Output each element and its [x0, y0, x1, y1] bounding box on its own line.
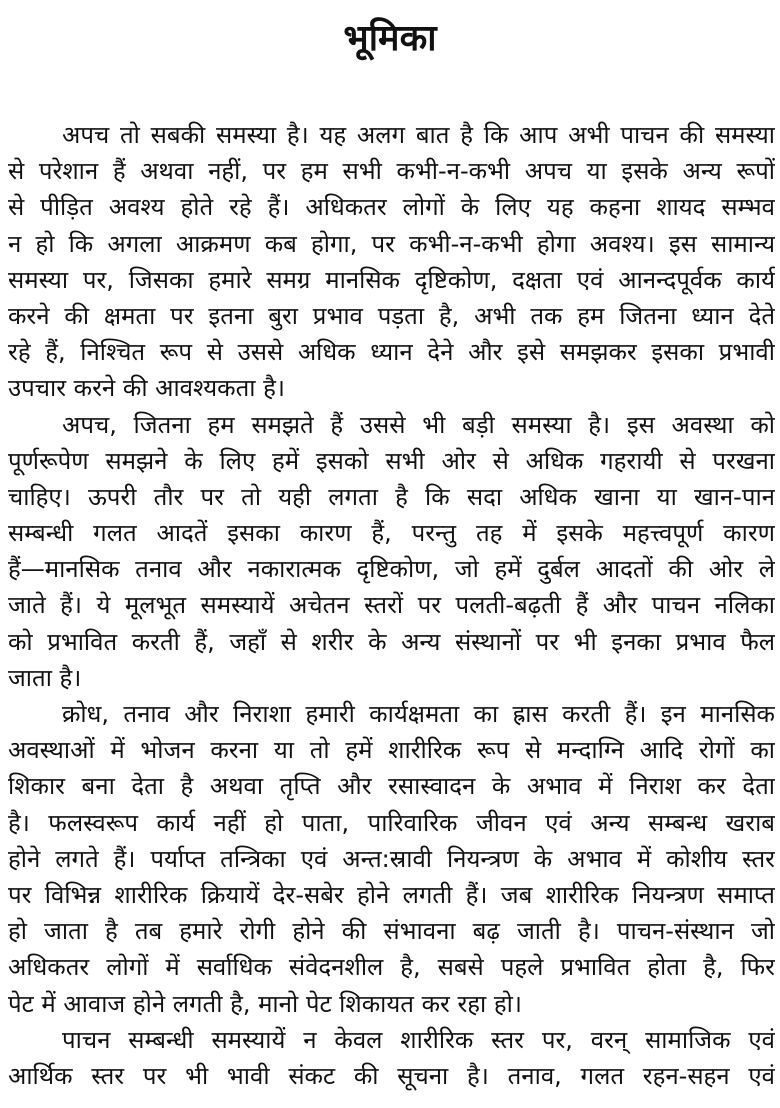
text-line: जाता है। — [8, 663, 82, 692]
text-line: क्रोध, तनाव और निराशा हमारी कार्यक्षमता का ह्रास करती हैं। इन मानसिक — [62, 700, 775, 728]
body-text — [8, 117, 775, 1094]
text-line: से पीड़ित अवश्य होते रहे हैं। अधिकतर लोगों के लिए यह कहना शायद सम्भव — [8, 193, 775, 222]
paragraph — [8, 696, 775, 1022]
text-line: न हो कि अगला आक्रमण कब होगा, पर कभी-न-कभी होगा अवश्य। इस सामान्य — [8, 229, 775, 258]
text-line: होने लगते हैं। पर्याप्त तन्त्रिका एवं अन्त:स्रावी नियन्त्रण के अभाव में कोशीय स्तर — [8, 844, 775, 873]
text-line: अवस्थाओं में भोजन करना या तो हमें शारीरिक रूप से मन्दाग्नि आदि रोगों का — [8, 736, 775, 765]
text-line: हैं—मानसिक तनाव और नकारात्मक दृष्टिकोण, जो हमें दुर्बल आदतों की ओर ले — [8, 555, 775, 584]
text-line: पाचन सम्बन्धी समस्यायें न केवल शारीरिक स्तर पर, वरन् सामाजिक एवं — [62, 1025, 775, 1054]
text-line: करने की क्षमता पर इतना बुरा प्रभाव पड़ता है, अभी तक हम जितना ध्यान देते — [8, 301, 775, 330]
text-line: पर विभिन्न शारीरिक क्रियायें देर-सबेर होने लगती हैं। जब शारीरिक नियन्त्रण समाप्त — [8, 880, 775, 909]
text-line: को प्रभावित करती हैं, जहाँ से शरीर के अन्य संस्थानों पर भी इनका प्रभाव फैल — [8, 627, 775, 656]
text-line: पेट में आवाज होने लगती है, मानो पेट शिकायत कर रहा हो। — [8, 989, 522, 1018]
text-line: चाहिए। ऊपरी तौर पर तो यही लगता है कि सदा अधिक खाना या खान-पान — [8, 482, 775, 511]
paragraph — [8, 117, 775, 407]
text-line: से परेशान हैं अथवा नहीं, पर हम सभी कभी-न-कभी अपच या इसके अन्य रूपों — [8, 157, 775, 186]
text-line: शिकार बना देता है अथवा तृप्ति और रसास्वादन के अभाव में निराश कर देता — [8, 772, 775, 801]
text-line: अधिकतर लोगों में सर्वाधिक संवेदनशील है, सबसे पहले प्रभावित होता है, फिर — [8, 953, 775, 982]
text-line: समस्या पर, जिसका हमारे समग्र मानसिक दृष्टिकोण, दक्षता एवं आनन्दपूर्वक कार्य — [8, 265, 775, 294]
text-line: पूर्णरूपेण समझने के लिए हमें इसको सभी ओर से अधिक गहरायी से परखना — [8, 446, 775, 475]
text-line: हो जाता है तब हमारे रोगी होने की संभावना बढ़ जाती है। पाचन-संस्थान जो — [8, 917, 775, 946]
text-line: सम्बन्धी गलत आदतें इसका कारण हैं, परन्तु तह में इसके महत्त्वपूर्ण कारण — [8, 519, 775, 548]
text-line: जाते हैं। ये मूलभूत समस्यायें अचेतन स्तरों पर पलती-बढ़ती हैं और पाचन नलिका — [8, 591, 775, 620]
text-line: अपच, जितना हम समझते हैं उससे भी बड़ी समस्या है। इस अवस्था को — [62, 410, 775, 439]
text-line: अपच तो सबकी समस्या है। यह अलग बात है कि आप अभी पाचन की समस्या — [62, 121, 775, 149]
paragraph — [8, 1022, 775, 1094]
paragraph — [8, 407, 775, 697]
text-line: रहे हैं, निश्चित रूप से उससे अधिक ध्यान देने और इसे समझकर इसका प्रभावी — [8, 338, 775, 367]
page-title: भूमिका — [343, 18, 437, 59]
text-line: उपचार करने की आवश्यकता है। — [8, 374, 285, 403]
text-line: है। फलस्वरूप कार्य नहीं हो पाता, पारिवारिक जीवन एवं अन्य सम्बन्ध खराब — [8, 808, 775, 837]
text-line: आर्थिक स्तर पर भी भावी संकट की सूचना है। तनाव, गलत रहन-सहन एवं — [8, 1061, 775, 1090]
